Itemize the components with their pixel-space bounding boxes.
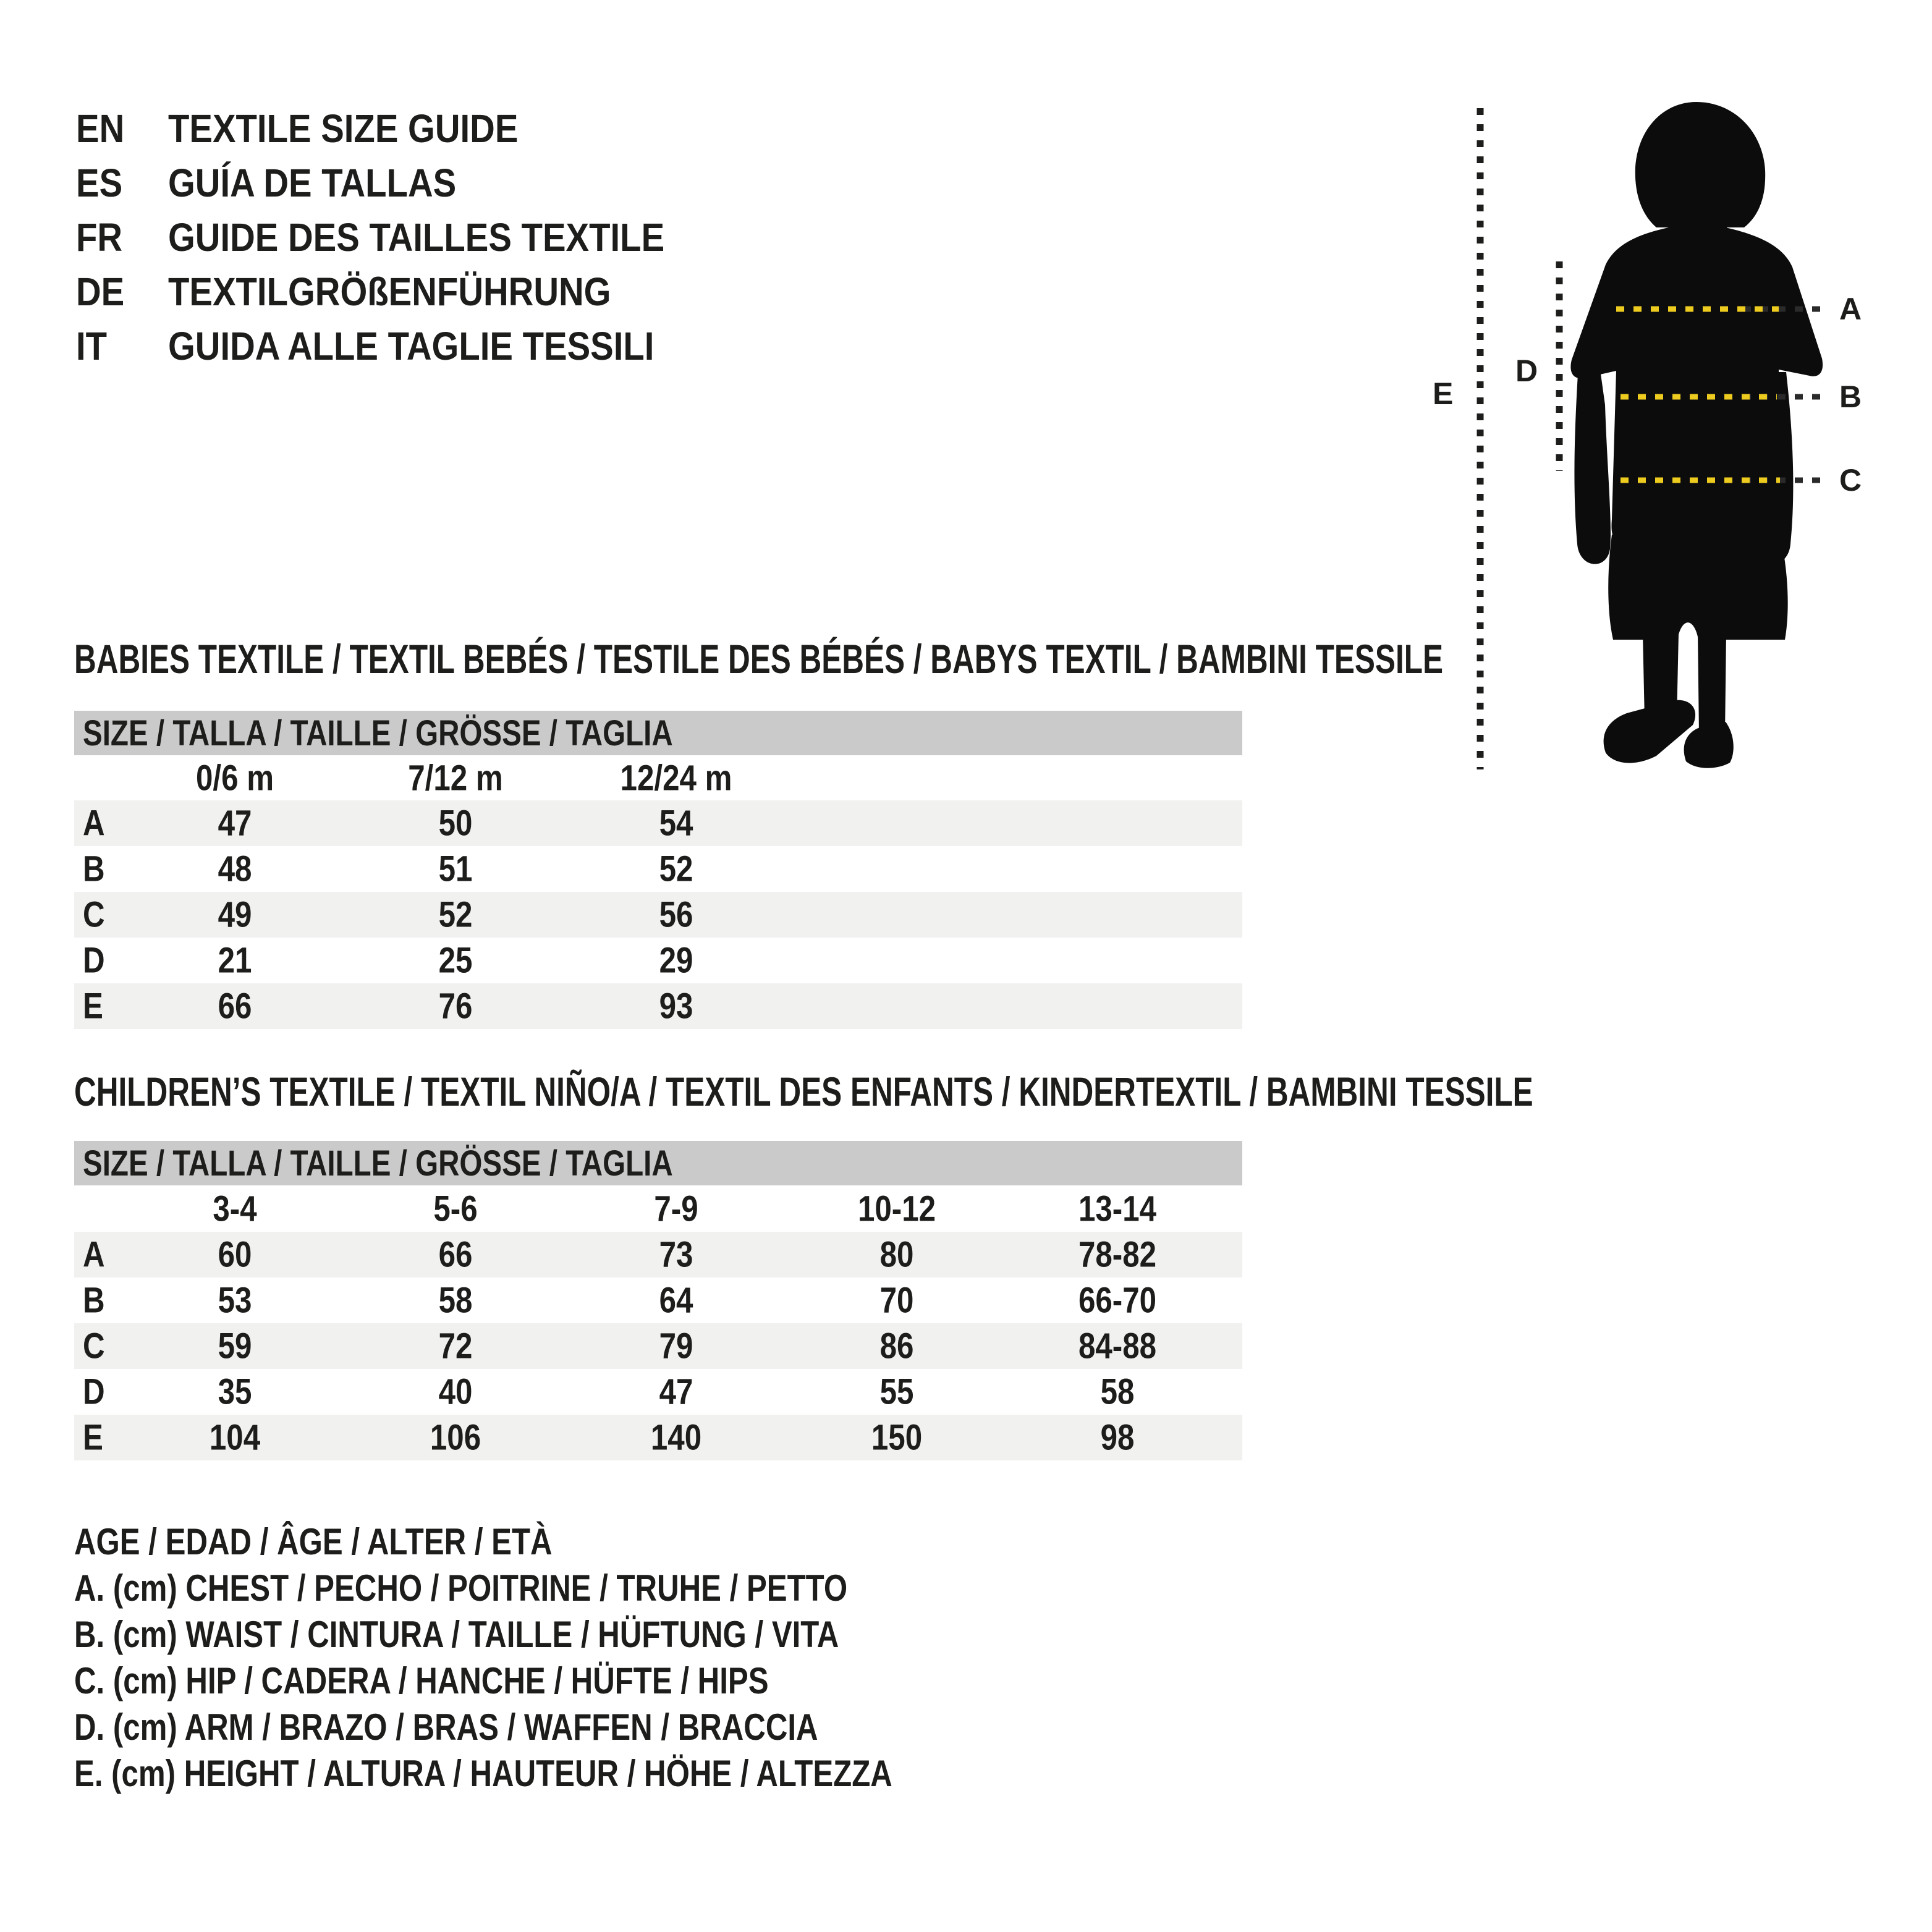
table-row [74, 1277, 1242, 1323]
language-code: IT [76, 324, 108, 368]
column-header: 10-12 [857, 1188, 936, 1229]
measurement-legend [74, 1519, 1072, 1797]
table-row [74, 846, 1242, 892]
language-row-es [76, 156, 732, 210]
legend-waist: B. (cm) WAIST / CINTURA / TAILLE / HÜFTUNG / VITA [74, 1614, 839, 1655]
table-cell: 52 [659, 849, 693, 889]
table-cell: 106 [430, 1417, 481, 1458]
row-label: C [83, 894, 105, 935]
table-cell: 29 [659, 940, 693, 981]
table-row [74, 800, 1242, 846]
row-label: D [83, 1371, 105, 1412]
babies-section-title: BABIES TEXTILE / TEXTIL BEBÉS / TESTILE DES BÉBÉS / BABYS TEXTIL / BAMBINI TESSILE [74, 636, 1443, 682]
row-label: E [83, 986, 103, 1027]
column-header: 12/24 m [620, 758, 732, 798]
table-cell: 76 [438, 986, 473, 1027]
table-row [74, 1369, 1242, 1415]
table-cell: 40 [438, 1371, 473, 1412]
measurement-diagram [1421, 93, 1916, 785]
column-header: 7-9 [654, 1188, 698, 1229]
table-cell: 35 [218, 1371, 252, 1412]
language-title: GUÍA DE TALLAS [168, 161, 457, 205]
table-cell: 52 [438, 894, 473, 935]
language-code: EN [76, 106, 125, 151]
table-cell: 140 [650, 1417, 702, 1458]
language-code: ES [76, 161, 123, 205]
table-cell: 66-70 [1078, 1280, 1157, 1321]
table-cell: 78-82 [1078, 1234, 1157, 1275]
column-header: 3-4 [213, 1188, 257, 1229]
table-cell: 93 [659, 986, 693, 1027]
legend-hip: C. (cm) HIP / CADERA / HANCHE / HÜFTE / HIPS [74, 1660, 769, 1701]
legend-chest: A. (cm) CHEST / PECHO / POITRINE / TRUHE / PETTO [74, 1567, 848, 1609]
table-cell: 73 [659, 1234, 693, 1275]
table-cell: 80 [879, 1234, 914, 1275]
table-cell: 56 [659, 894, 693, 935]
language-title: GUIDE DES TAILLES TEXTILE [168, 215, 665, 260]
language-title: TEXTILGRÖßENFÜHRUNG [168, 269, 611, 314]
children-section-title: CHILDREN’S TEXTILE / TEXTIL NIÑO/A / TEXTIL DES ENFANTS / KINDERTEXTIL / BAMBINI TESSILE [74, 1069, 1533, 1114]
table-row [74, 1323, 1242, 1369]
table-cell: 58 [1100, 1371, 1135, 1412]
table-cell: 59 [218, 1326, 252, 1366]
babies-size-table [74, 711, 1242, 1029]
column-header: 0/6 m [195, 758, 274, 798]
table-cell: 21 [218, 940, 252, 981]
table-cell: 48 [218, 849, 252, 889]
table-cell: 64 [659, 1280, 693, 1321]
language-row-de [76, 265, 732, 319]
row-label: C [83, 1326, 105, 1366]
language-title: GUIDA ALLE TAGLIE TESSILI [168, 324, 655, 368]
marker-a-label: A [1839, 292, 1862, 326]
children-size-header-bar [74, 1141, 1242, 1185]
row-label: A [83, 1234, 105, 1275]
marker-b-label: B [1839, 379, 1862, 414]
column-header: 13-14 [1078, 1188, 1157, 1229]
language-row-fr [76, 210, 732, 265]
table-cell: 47 [218, 803, 252, 844]
table-cell: 104 [209, 1417, 261, 1458]
table-cell: 47 [659, 1371, 693, 1412]
row-label: B [83, 1280, 105, 1321]
children-size-table [74, 1141, 1242, 1460]
language-row-it [76, 319, 732, 373]
language-title: TEXTILE SIZE GUIDE [168, 106, 519, 151]
table-cell: 51 [438, 849, 473, 889]
table-cell: 53 [218, 1280, 252, 1321]
legend-arm: D. (cm) ARM / BRAZO / BRAS / WAFFEN / BRACCIA [74, 1706, 818, 1748]
table-cell: 60 [218, 1234, 252, 1275]
language-code: DE [76, 269, 125, 314]
marker-c-label: C [1839, 463, 1862, 498]
row-label: B [83, 849, 105, 889]
table-row [74, 1415, 1242, 1460]
table-cell: 49 [218, 894, 252, 935]
language-row-en [76, 101, 732, 156]
babies-column-header-row [74, 755, 1242, 800]
babies-size-header-bar [74, 711, 1242, 755]
table-cell: 66 [218, 986, 252, 1027]
table-cell: 79 [659, 1326, 693, 1366]
table-cell: 84-88 [1078, 1326, 1157, 1366]
table-cell: 66 [438, 1234, 473, 1275]
children-column-header-row [74, 1185, 1242, 1232]
marker-d-label: D [1515, 354, 1538, 388]
row-label: E [83, 1417, 103, 1458]
table-row [74, 1232, 1242, 1277]
table-row [74, 938, 1242, 983]
legend-age: AGE / EDAD / ÂGE / ALTER / ETÀ [74, 1521, 553, 1562]
size-header-label: SIZE / TALLA / TAILLE / GRÖSSE / TAGLIA [83, 1143, 673, 1184]
table-cell: 50 [438, 803, 473, 844]
table-cell: 55 [879, 1371, 914, 1412]
row-label: D [83, 940, 105, 981]
language-title-list [76, 101, 732, 373]
table-cell: 72 [438, 1326, 473, 1366]
column-header: 5-6 [433, 1188, 478, 1229]
table-cell: 58 [438, 1280, 473, 1321]
language-code: FR [76, 215, 123, 260]
column-header: 7/12 m [408, 758, 503, 798]
legend-height: E. (cm) HEIGHT / ALTURA / HAUTEUR / HÖHE / ALTEZZA [74, 1753, 892, 1794]
table-cell: 98 [1100, 1417, 1135, 1458]
table-cell: 54 [659, 803, 693, 844]
table-row [74, 892, 1242, 938]
row-label: A [83, 803, 105, 844]
marker-e-label: E [1433, 376, 1454, 411]
table-row [74, 983, 1242, 1029]
table-cell: 150 [871, 1417, 923, 1458]
table-cell: 25 [438, 940, 473, 981]
size-header-label: SIZE / TALLA / TAILLE / GRÖSSE / TAGLIA [83, 713, 673, 753]
table-cell: 70 [879, 1280, 914, 1321]
table-cell: 86 [879, 1326, 914, 1366]
